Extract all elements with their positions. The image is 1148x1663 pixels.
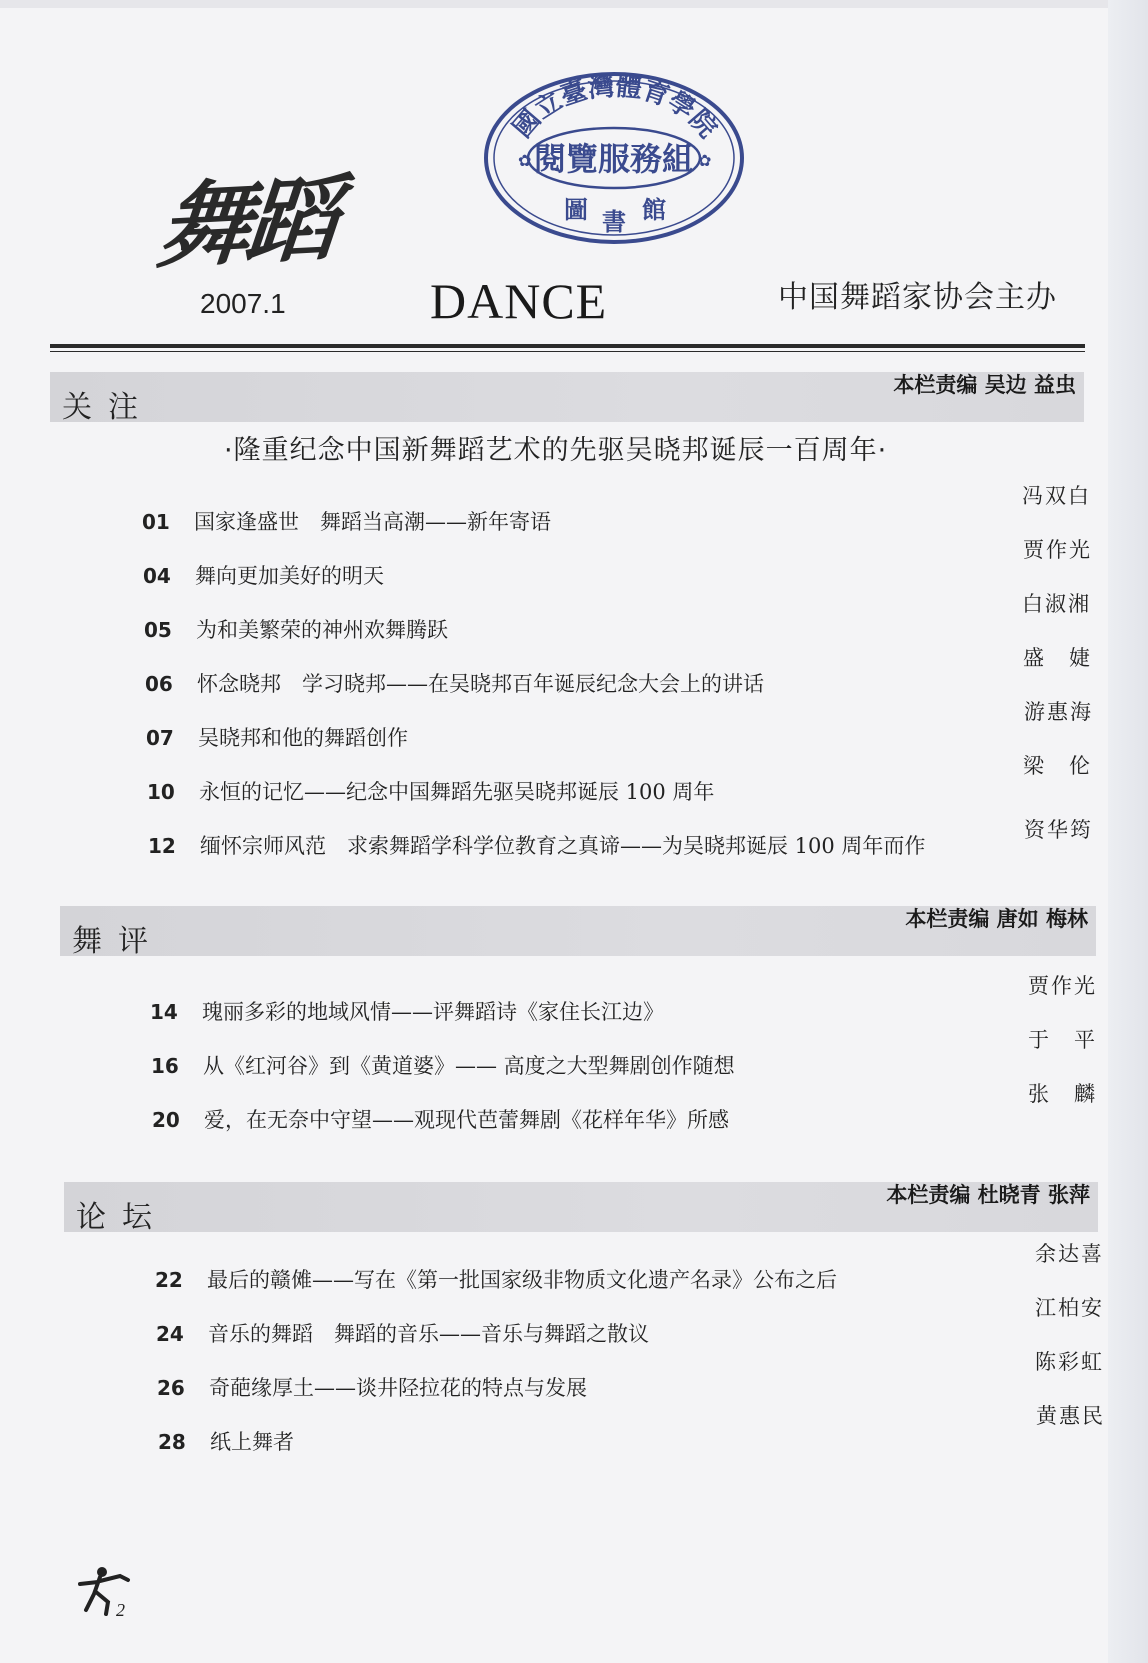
publisher-line: 中国舞蹈家协会主办 xyxy=(778,280,1057,315)
toc-article-title: 为和美繁荣的神州欢舞腾跃 xyxy=(196,618,448,642)
toc-page-number: 05 xyxy=(144,618,172,642)
toc-author: 梁 伦 xyxy=(1023,754,1092,778)
stamp-bottom-char-3: 館 xyxy=(642,195,666,224)
library-stamp xyxy=(482,70,746,246)
toc-article-title: 舞向更加美好的明天 xyxy=(195,564,384,588)
section-title: 论坛 xyxy=(76,1200,168,1235)
toc-page-number: 10 xyxy=(147,780,175,804)
toc-article-title: 吴晓邦和他的舞蹈创作 xyxy=(198,726,408,750)
toc-article-title: 奇葩缘厚土——谈井陉拉花的特点与发展 xyxy=(209,1376,587,1400)
toc-article-title: 缅怀宗师风范 求索舞蹈学科学位教育之真谛——为吴晓邦诞辰 100 周年而作 xyxy=(200,834,926,858)
masthead-rule-thin xyxy=(50,351,1085,352)
toc-author: 冯双白 xyxy=(1022,484,1091,508)
toc-page-number: 28 xyxy=(158,1430,186,1454)
toc-article-title: 瑰丽多彩的地域风情——评舞蹈诗《家住长江边》 xyxy=(202,1000,664,1024)
toc-page-number: 01 xyxy=(142,510,170,534)
calligraphy-logo: 舞蹈 xyxy=(154,164,337,282)
section-editor: 本栏责编 杜晓青 张萍 xyxy=(886,1183,1090,1207)
section-subheading: ·隆重纪念中国新舞蹈艺术的先驱吴晓邦诞辰一百周年· xyxy=(224,435,888,466)
toc-author: 张 麟 xyxy=(1028,1082,1097,1106)
section-header-forum xyxy=(64,1182,1098,1235)
toc-author: 白淑湘 xyxy=(1022,592,1091,616)
toc-author: 贾作光 xyxy=(1023,538,1092,562)
toc-page-number: 20 xyxy=(152,1108,180,1132)
stamp-arc-top: 國立臺灣體育學院 xyxy=(507,71,723,144)
toc-page-number: 14 xyxy=(150,1000,178,1024)
toc-author: 贾作光 xyxy=(1028,974,1097,998)
section-editor: 本栏责编 唐如 梅林 xyxy=(905,907,1088,931)
toc-page-number: 12 xyxy=(148,834,176,858)
toc-author: 江柏安 xyxy=(1035,1296,1104,1320)
flower-icon: ✿ xyxy=(518,151,532,170)
masthead-rule-thick xyxy=(50,344,1085,348)
toc-article-title: 最后的赣傩——写在《第一批国家级非物质文化遗产名录》公布之后 xyxy=(207,1268,837,1292)
page-spine-shadow xyxy=(1108,0,1148,1663)
top-edge xyxy=(0,0,1148,8)
toc-page-number: 04 xyxy=(143,564,171,588)
page-number: 2 xyxy=(116,1600,125,1620)
issue-date: 2007.1 xyxy=(200,288,286,319)
toc-author: 资华筠 xyxy=(1024,818,1093,842)
toc-page-number: 07 xyxy=(146,726,174,750)
section-title: 关注 xyxy=(62,390,154,425)
toc-article-title: 纸上舞者 xyxy=(210,1430,294,1454)
toc-author: 余达喜 xyxy=(1035,1242,1104,1266)
toc-article-title: 国家逢盛世 舞蹈当高潮——新年寄语 xyxy=(194,510,551,534)
toc-article-title: 爱，在无奈中守望——观现代芭蕾舞剧《花样年华》所感 xyxy=(204,1108,729,1132)
toc-page-number: 06 xyxy=(145,672,173,696)
magazine-title: DANCE xyxy=(430,273,608,329)
stamp-center-text: 閱覽服務組 xyxy=(533,140,695,178)
toc-page-number: 24 xyxy=(156,1322,184,1346)
stamp-bottom-char-1: 圖 xyxy=(564,195,588,224)
toc-author: 游惠海 xyxy=(1024,700,1093,724)
toc-article-title: 从《红河谷》到《黄道婆》—— 高度之大型舞剧创作随想 xyxy=(203,1054,735,1078)
toc-author: 黄惠民 xyxy=(1036,1404,1105,1428)
toc-author: 盛 婕 xyxy=(1023,646,1092,670)
toc-author: 于 平 xyxy=(1028,1028,1097,1052)
section-header-focus xyxy=(50,372,1084,425)
stamp-bottom-char-2: 書 xyxy=(602,207,626,236)
flower-icon: ✿ xyxy=(698,151,712,170)
toc-page-number: 22 xyxy=(155,1268,183,1292)
section-header-review xyxy=(60,906,1096,959)
section-title: 舞评 xyxy=(72,924,164,959)
toc-article-title: 怀念晓邦 学习晓邦——在吴晓邦百年诞辰纪念大会上的讲话 xyxy=(197,672,764,696)
section-editor: 本栏责编 吴边 益虫 xyxy=(893,373,1076,397)
toc-author: 陈彩虹 xyxy=(1035,1350,1104,1374)
toc-article-title: 音乐的舞蹈 舞蹈的音乐——音乐与舞蹈之散议 xyxy=(208,1322,649,1346)
toc-page-number: 26 xyxy=(157,1376,185,1400)
toc-page-number: 16 xyxy=(151,1054,179,1078)
toc-article-title: 永恒的记忆——纪念中国舞蹈先驱吴晓邦诞辰 100 周年 xyxy=(199,780,715,804)
